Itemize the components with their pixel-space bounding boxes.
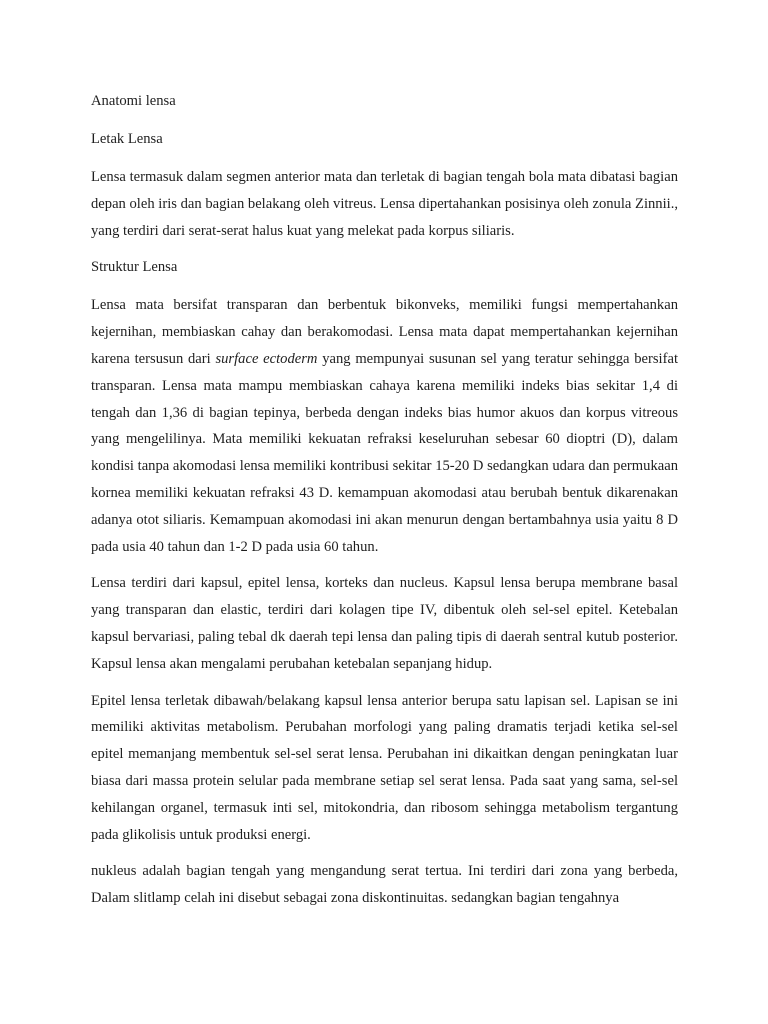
paragraph-struktur-4: nukleus adalah bagian tengah yang mengandung serat tertua. Ini terdiri dari zona yang berbeda, Dalam slitlamp celah ini disebut sebagai zona diskontinuitas. sedangkan bagian tengahnya [91,863,678,907]
paragraph-struktur-1-text-a: Lensa mata bersifat transparan dan berbentuk bikonveks, memiliki fungsi mempertahankan kejernihan, membiaskan cahay dan berakomodasi. Lensa mata dapat mempertahankan kejernihan karena tersusun dari [91,297,678,367]
document-title: Anatomi lensa [91,93,176,109]
document-page [91,88,678,912]
paragraph-struktur-2: Lensa terdiri dari kapsul, epitel lensa, korteks dan nucleus. Kapsul lensa berupa membrane basal yang transparan dan elastic, terdiri dari kolagen tipe IV, dibentuk oleh sel-sel epitel. Ketebalan kapsul bervariasi, paling tebal dk daerah tepi lensa dan paling tipis di daerah sentral kutub posterior. Kapsul lensa akan mengalami perubahan ketebalan sepanjang hidup. [91,575,678,672]
paragraph-struktur-1-italic-term: surface ectoderm [215,350,318,367]
paragraph-struktur-1-text-b: yang mempunyai susunan sel yang teratur sehingga bersifat transparan. Lensa mata mampu membiaskan cahaya karena memiliki indeks bias sekitar 1,4 di tengah dan 1,36 di bagian tepinya, berbeda dengan indeks bias humor akuos dan korpus vitreous yang mengelilinya. Mata memiliki kekuatan refraksi keseluruhan sebesar 60 dioptri (D), dalam kondisi tanpa akomodasi lensa memiliki kontribusi sekitar 15-20 D sedangkan udara dan permukaan kornea memiliki kekuatan refraksi 43 D. kemampuan akomodasi atau berubah bentuk dikarenakan adanya otot siliaris. Kemampuan akomodasi ini akan menurun dengan bertambahnya usia yaitu 8 D pada usia 40 tahun dan 1-2 D pada usia 60 tahun. [91,350,678,555]
paragraph-letak-lensa: Lensa termasuk dalam segmen anterior mata dan terletak di bagian tengah bola mata dibatasi bagian depan oleh iris dan bagian belakang oleh vitreus. Lensa dipertahankan posisinya oleh zonula Zinnii., yang terdiri dari serat-serat halus kuat yang melekat pada korpus siliaris. [91,169,678,239]
paragraph-struktur-1 [91,292,678,560]
section-heading-letak-lensa: Letak Lensa [91,131,163,147]
paragraph-struktur-3: Epitel lensa terletak dibawah/belakang kapsul lensa anterior berupa satu lapisan sel. Lapisan se ini memiliki aktivitas metabolism. Perubahan morfologi yang paling dramatis terjadi ketika sel-sel epitel memanjang membentuk sel-sel serat lensa. Perubahan ini dikaitkan dengan peningkatan luar biasa dari massa protein selular pada membrane setiap sel serat lensa. Pada saat yang sama, sel-sel kehilangan organel, termasuk inti sel, mitokondria, dan ribosom sehingga metabolism tergantung pada glikolisis untuk produksi energi. [91,692,678,843]
section-heading-struktur-lensa: Struktur Lensa [91,259,178,276]
